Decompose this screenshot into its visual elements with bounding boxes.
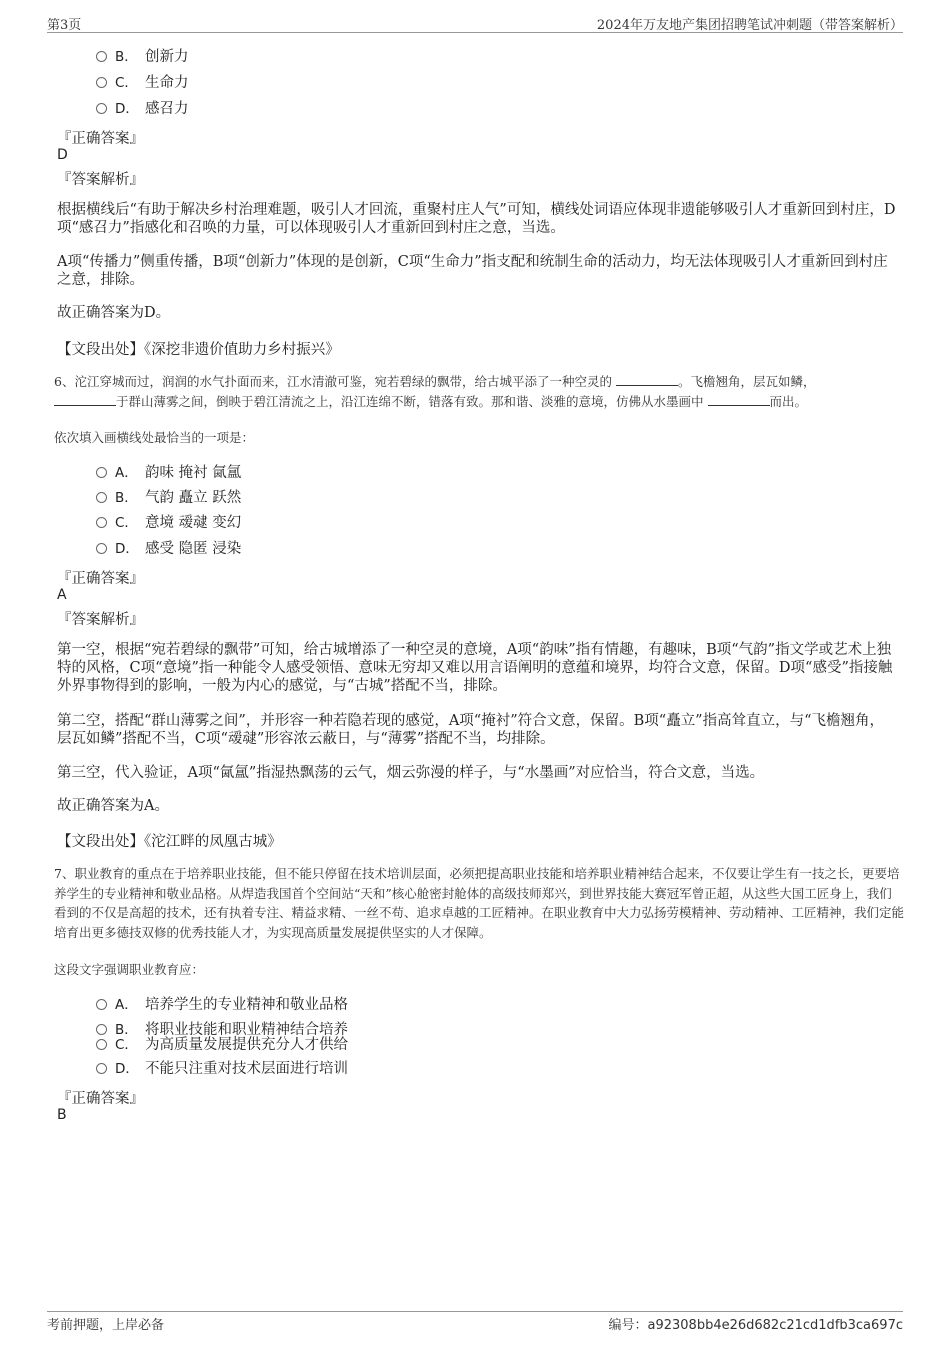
correct-answer-label: 『正确答案』 bbox=[57, 1091, 144, 1107]
option-q7-c[interactable] bbox=[96, 1036, 348, 1054]
radio-icon[interactable] bbox=[96, 999, 107, 1010]
option-letter: A． bbox=[115, 465, 138, 481]
fill-blank bbox=[54, 393, 116, 406]
option-q6-c[interactable] bbox=[96, 514, 241, 532]
option-q7-d[interactable] bbox=[96, 1060, 348, 1078]
option-text: 创新力 bbox=[145, 49, 189, 65]
radio-icon[interactable] bbox=[96, 1063, 107, 1074]
radio-icon[interactable] bbox=[96, 51, 107, 62]
analysis-paragraph: 根据横线后“有助于解决乡村治理难题，吸引人才回流，重聚村庄人气”可知，横线处词语应体现非遗能够吸引人才重新回到村庄，D项“感召力”指感化和召唤的力量，可以体现吸引人才重新回到村庄之意，当选。 bbox=[57, 202, 896, 236]
radio-icon[interactable] bbox=[96, 492, 107, 503]
analysis-paragraph: 故正确答案为A。 bbox=[57, 798, 169, 814]
analysis-label: 『答案解析』 bbox=[57, 172, 144, 188]
option-q5-c[interactable] bbox=[96, 74, 189, 92]
option-text: 意境 叆叇 变幻 bbox=[145, 515, 242, 531]
question-prompt: 这段文字强调职业教育应： bbox=[54, 962, 205, 977]
correct-answer-label: 『正确答案』 bbox=[57, 571, 144, 587]
option-letter: D． bbox=[115, 541, 139, 557]
analysis-label: 『答案解析』 bbox=[57, 612, 144, 628]
radio-icon[interactable] bbox=[96, 517, 107, 528]
analysis-paragraph: A项“传播力”侧重传播，B项“创新力”体现的是创新，C项“生命力”指支配和统制生命的活动力，均无法体现吸引人才重新回到村庄之意，排除。 bbox=[57, 254, 888, 288]
option-text: 感召力 bbox=[145, 101, 189, 117]
option-q7-a[interactable] bbox=[96, 996, 348, 1014]
option-letter: C． bbox=[115, 1037, 138, 1053]
radio-icon[interactable] bbox=[96, 1039, 107, 1050]
radio-icon[interactable] bbox=[96, 467, 107, 478]
page-header bbox=[47, 14, 903, 33]
option-q6-b[interactable] bbox=[96, 489, 241, 507]
option-letter: A． bbox=[115, 997, 138, 1013]
option-q6-a[interactable] bbox=[96, 464, 241, 482]
document-title: 2024年万友地产集团招聘笔试冲刺题（带答案解析） bbox=[596, 18, 903, 33]
question-prompt: 依次填入画横线处最恰当的一项是： bbox=[54, 430, 255, 445]
option-q6-d[interactable] bbox=[96, 540, 241, 558]
option-text: 将职业技能和职业精神结合培养 bbox=[145, 1022, 348, 1038]
fill-blank bbox=[708, 393, 770, 406]
page-number: 第3页 bbox=[47, 18, 82, 33]
option-letter: D． bbox=[115, 101, 139, 117]
analysis-paragraph: 故正确答案为D。 bbox=[57, 305, 171, 321]
page-footer bbox=[47, 1311, 903, 1333]
option-letter: C． bbox=[115, 75, 138, 91]
fill-blank bbox=[616, 373, 678, 386]
source-citation: 【文段出处】《深挖非遗价值助力乡村振兴》 bbox=[57, 342, 340, 358]
radio-icon[interactable] bbox=[96, 543, 107, 554]
analysis-paragraph: 第一空，根据“宛若碧绿的飘带”可知，给古城增添了一种空灵的意境，A项“韵味”指有情趣，有趣味，B项“气韵”指文学或艺术上独特的风格，C项“意境”指一种能令人感受领悟、意味无穷却又难以用言语阐明的意蕴和境界，均符合文意，保留。D项“感受”指接触外界事物得到的影响，一般为内心的感觉，与“古城”搭配不当，排除。 bbox=[57, 642, 893, 694]
option-q5-d[interactable] bbox=[96, 100, 189, 118]
option-letter: C． bbox=[115, 515, 138, 531]
option-text: 气韵 矗立 跃然 bbox=[145, 490, 242, 506]
radio-icon[interactable] bbox=[96, 1024, 107, 1035]
correct-answer: A bbox=[57, 587, 67, 603]
question-7-text: 7、职业教育的重点在于培养职业技能，但不能只停留在技术培训层面，必须把提高职业技能和培养职业精神结合起来，不仅要让学生有一技之长，更要培养学生的专业精神和敬业品格。从焊造我国首个空间站“天和”核心舱密封舱体的高级技师郑兴，到世界技能大赛冠军曾正超，从这些大国工匠身上，我们看到的不仅是高超的技术，还有执着专注、精益求精、一丝不苟、追求卓越的工匠精神。在职业教育中大力弘扬劳模精神、劳动精神、工匠精神，我们定能培育出更多德技双修的优秀技能人才，为实现高质量发展提供坚实的人才保障。 bbox=[54, 866, 905, 940]
option-text: 生命力 bbox=[145, 75, 189, 91]
correct-answer: B bbox=[57, 1107, 67, 1123]
option-q5-b[interactable] bbox=[96, 48, 189, 66]
source-citation: 【文段出处】《沱江畔的凤凰古城》 bbox=[57, 834, 282, 850]
option-letter: B． bbox=[115, 49, 138, 65]
option-letter: B． bbox=[115, 1022, 138, 1038]
option-text: 感受 隐匿 浸染 bbox=[145, 541, 242, 557]
correct-answer-label: 『正确答案』 bbox=[57, 131, 144, 147]
option-letter: B． bbox=[115, 490, 138, 506]
analysis-paragraph: 第二空，搭配“群山薄雾之间”，并形容一种若隐若现的感觉，A项“掩衬”符合文意，保留。B项“矗立”指高耸直立，与“飞檐翘角，层瓦如鳞”搭配不当，C项“叆叇”形容浓云蔽日，与“薄雾”搭配不当，均排除。 bbox=[57, 713, 885, 747]
document-code: 编号：a92308bb4e26d682c21cd1dfb3ca697c bbox=[608, 1318, 903, 1333]
analysis-paragraph: 第三空，代入验证，A项“氤氲”指湿热飘荡的云气，烟云弥漫的样子，与“水墨画”对应恰当，符合文意，当选。 bbox=[57, 765, 765, 781]
radio-icon[interactable] bbox=[96, 77, 107, 88]
radio-icon[interactable] bbox=[96, 103, 107, 114]
option-text: 韵味 掩衬 氤氲 bbox=[145, 465, 242, 481]
option-text: 培养学生的专业精神和敬业品格 bbox=[145, 997, 348, 1013]
footer-slogan: 考前押题，上岸必备 bbox=[47, 1318, 165, 1333]
correct-answer: D bbox=[57, 147, 68, 163]
option-text: 为高质量发展提供充分人才供给 bbox=[145, 1037, 348, 1053]
option-text: 不能只注重对技术层面进行培训 bbox=[145, 1061, 348, 1077]
question-6-text: 6、沱江穿城而过，润润的水气扑面而来，江水清澈可鉴，宛若碧绿的飘带，给古城平添了一种空灵的 。飞檐翘角，层瓦如鳞， 于群山薄雾之间，倒映于碧江清流之上，沿江连绵不断，错落有致。那和谐、淡雅的意境，仿佛从水墨画中 而出。 bbox=[54, 374, 816, 409]
option-letter: D． bbox=[115, 1061, 139, 1077]
